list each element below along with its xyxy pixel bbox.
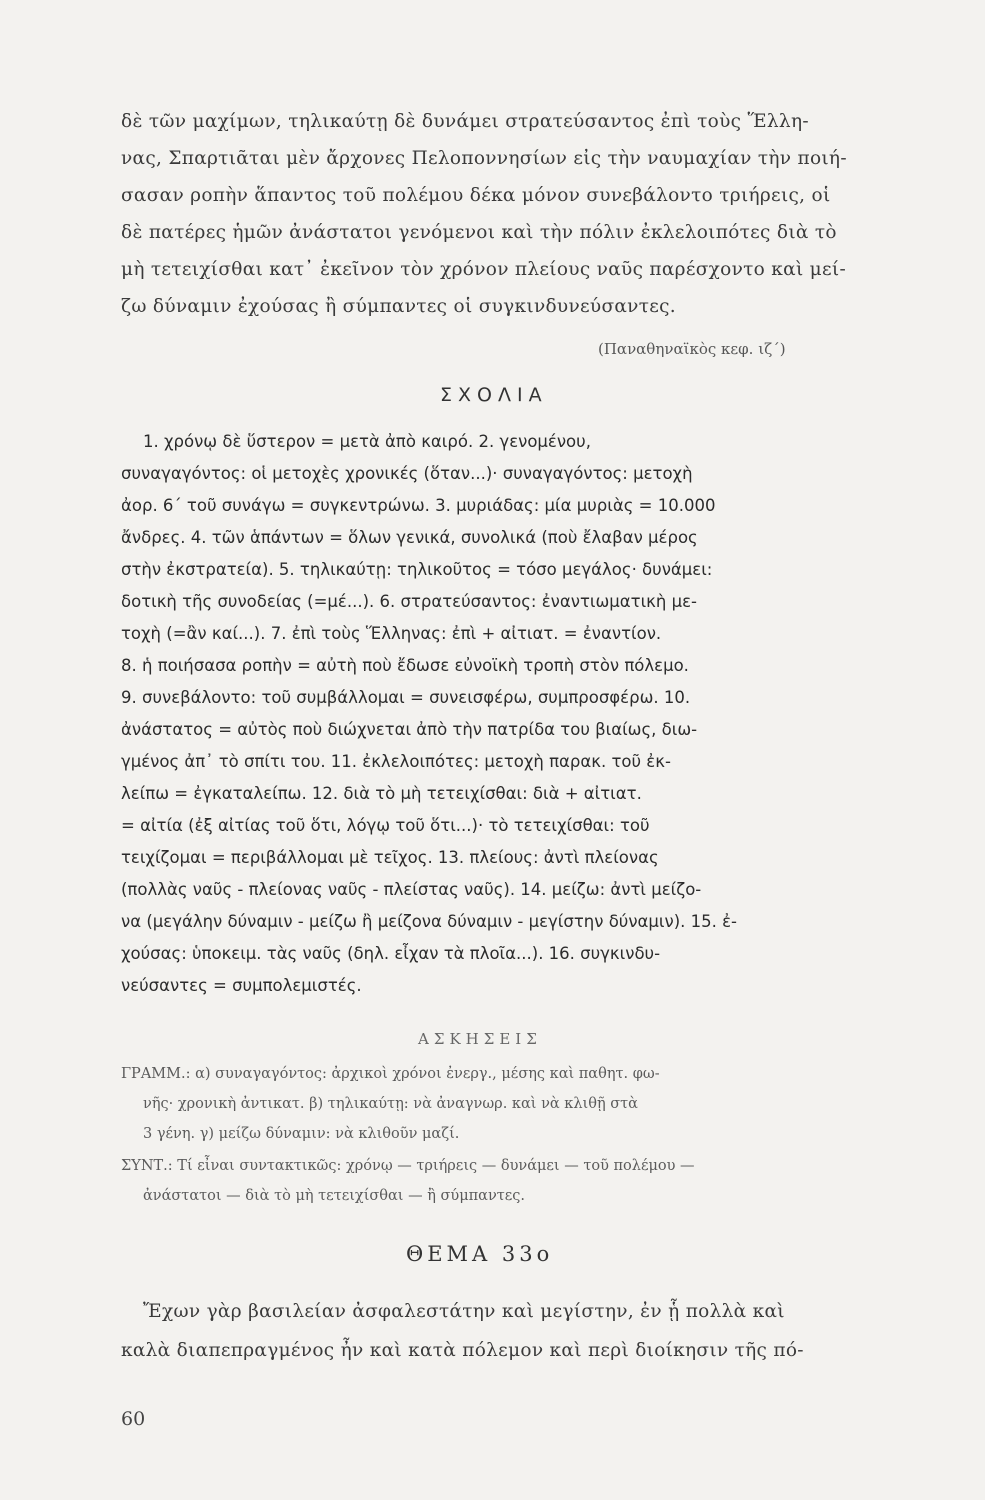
scholia-line: γμένος ἀπ᾽ τὸ σπίτι του. 11. ἐκλελοιπότες: μετοχὴ παρακ. τοῦ ἐκ- xyxy=(121,752,671,771)
scholia-line: συναγαγόντος: οἱ μετοχὲς χρονικές (ὅταν...)· συναγαγόντος: μετοχὴ xyxy=(121,464,693,483)
theme-line: Ἔχων γὰρ βασιλείαν ἀσφαλεστάτην καὶ μεγίστην, ἐν ᾗ πολλὰ καὶ xyxy=(143,1301,785,1322)
passage-line: σασαν ροπὴν ἅπαντος τοῦ πολέμου δέκα μόνον συνεβάλοντο τριήρεις, οἱ xyxy=(121,185,831,206)
passage-source: (Παναθηναϊκὸς κεφ. ιζ΄) xyxy=(598,340,786,358)
scholia-line: (πολλὰς ναῦς - πλείονας ναῦς - πλείστας ναῦς). 14. μείζω: ἀντὶ μείζο- xyxy=(121,880,702,899)
theme-line: καλὰ διαπεπραγμένος ἦν καὶ κατὰ πόλεμον καὶ περὶ διοίκησιν τῆς πό- xyxy=(121,1340,804,1361)
scholia-line: ἄνδρες. 4. τῶν ἁπάντων = ὅλων γενικά, συνολικά (ποὺ ἔλαβαν μέρος xyxy=(121,528,698,547)
scholia-line: 8. ἡ ποιήσασα ροπὴν = αὐτὴ ποὺ ἔδωσε εὐνοϊκὴ τροπὴ στὸν πόλεμο. xyxy=(121,656,689,675)
scholia-line: ἀνάστατος = αὐτὸς ποὺ διώχνεται ἀπὸ τὴν πατρίδα του βιαίως, διω- xyxy=(121,720,698,739)
scholia-line: νεύσαντες = συμπολεμιστές. xyxy=(121,976,362,995)
exercise-line: ἀνάστατοι — διὰ τὸ μὴ τετειχίσθαι — ἢ σύμπαντες. xyxy=(143,1188,526,1204)
scholia-line: 1. χρόνῳ δὲ ὕστερον = μετὰ ἀπὸ καιρό. 2. γενομένου, xyxy=(143,432,591,451)
scholia-line: = αἰτία (ἐξ αἰτίας τοῦ ὅτι, λόγῳ τοῦ ὅτι...)· τὸ τετειχίσθαι: τοῦ xyxy=(121,816,650,835)
passage-line: μὴ τετειχίσθαι κατ᾽ ἐκεῖνον τὸν χρόνον πλείους ναῦς παρέσχοντο καὶ μεί- xyxy=(121,259,846,280)
exercise-line: ΓΡΑΜΜ.: α) συναγαγόντος: ἀρχικοὶ χρόνοι ἐνεργ., μέσης καὶ παθητ. φω- xyxy=(121,1066,660,1082)
passage-line: ζω δύναμιν ἐχούσας ἢ σύμπαντες οἱ συγκινδυνεύσαντες. xyxy=(121,296,676,317)
scholia-line: να (μεγάλην δύναμιν - μείζω ἢ μείζονα δύναμιν - μεγίστην δύναμιν). 15. ἐ- xyxy=(121,912,738,931)
exercise-line: ΣΥΝΤ.: Τί εἶναι συντακτικῶς: χρόνῳ — τριήρεις — δυνάμει — τοῦ πολέμου — xyxy=(121,1158,695,1174)
scholia-line: στὴν ἐκστρατεία). 5. τηλικαύτῃ: τηλικοῦτος = τόσο μεγάλος· δυνάμει: xyxy=(121,560,713,579)
exercises-title: ΑΣΚΗΣΕΙΣ xyxy=(418,1030,542,1048)
scholia-line: χούσας: ὑποκειμ. τὰς ναῦς (δηλ. εἶχαν τὰ πλοῖα...). 16. συγκινδυ- xyxy=(121,944,661,963)
passage-line: δὲ τῶν μαχίμων, τηλικαύτῃ δὲ δυνάμει στρατεύσαντος ἐπὶ τοὺς Ἕλλη- xyxy=(121,111,809,132)
scholia-line: δοτικὴ τῆς συνοδείας (=μέ...). 6. στρατεύσαντος: ἐναντιωματικὴ με- xyxy=(121,592,697,611)
page-number: 60 xyxy=(121,1408,146,1430)
scholia-line: τειχίζομαι = περιβάλλομαι μὲ τεῖχος. 13. πλείους: ἀντὶ πλείονας xyxy=(121,848,659,867)
scholia-line: 9. συνεβάλοντο: τοῦ συμβάλλομαι = συνεισφέρω, συμπροσφέρω. 10. xyxy=(121,688,691,707)
passage-line: νας, Σπαρτιᾶται μὲν ἄρχονες Πελοποννησίων εἰς τὴν ναυμαχίαν τὴν ποιή- xyxy=(121,148,847,169)
theme-title: ΘΕΜΑ 33ο xyxy=(406,1242,554,1266)
scholia-line: ἀορ. 6΄ τοῦ συνάγω = συγκεντρώνω. 3. μυριάδας: μία μυριὰς = 10.000 xyxy=(121,496,716,515)
passage-line: δὲ πατέρες ἡμῶν ἀνάστατοι γενόμενοι καὶ τὴν πόλιν ἐκλελοιπότες διὰ τὸ xyxy=(121,222,837,243)
exercise-line: νῆς· χρονικὴ ἀντικατ. β) τηλικαύτῃ: νὰ ἀναγνωρ. καὶ νὰ κλιθῇ στὰ xyxy=(143,1096,638,1112)
scholia-line: λείπω = ἐγκαταλείπω. 12. διὰ τὸ μὴ τετειχίσθαι: διὰ + αἰτιατ. xyxy=(121,784,642,803)
exercise-line: 3 γένη. γ) μείζω δύναμιν: νὰ κλιθοῦν μαζί. xyxy=(143,1126,460,1142)
scholia-line: τοχὴ (=ἂν καί...). 7. ἐπὶ τοὺς Ἕλληνας: ἐπὶ + αἰτιατ. = ἐναντίον. xyxy=(121,624,662,643)
scholia-title: ΣΧΟΛΙΑ xyxy=(440,384,548,406)
